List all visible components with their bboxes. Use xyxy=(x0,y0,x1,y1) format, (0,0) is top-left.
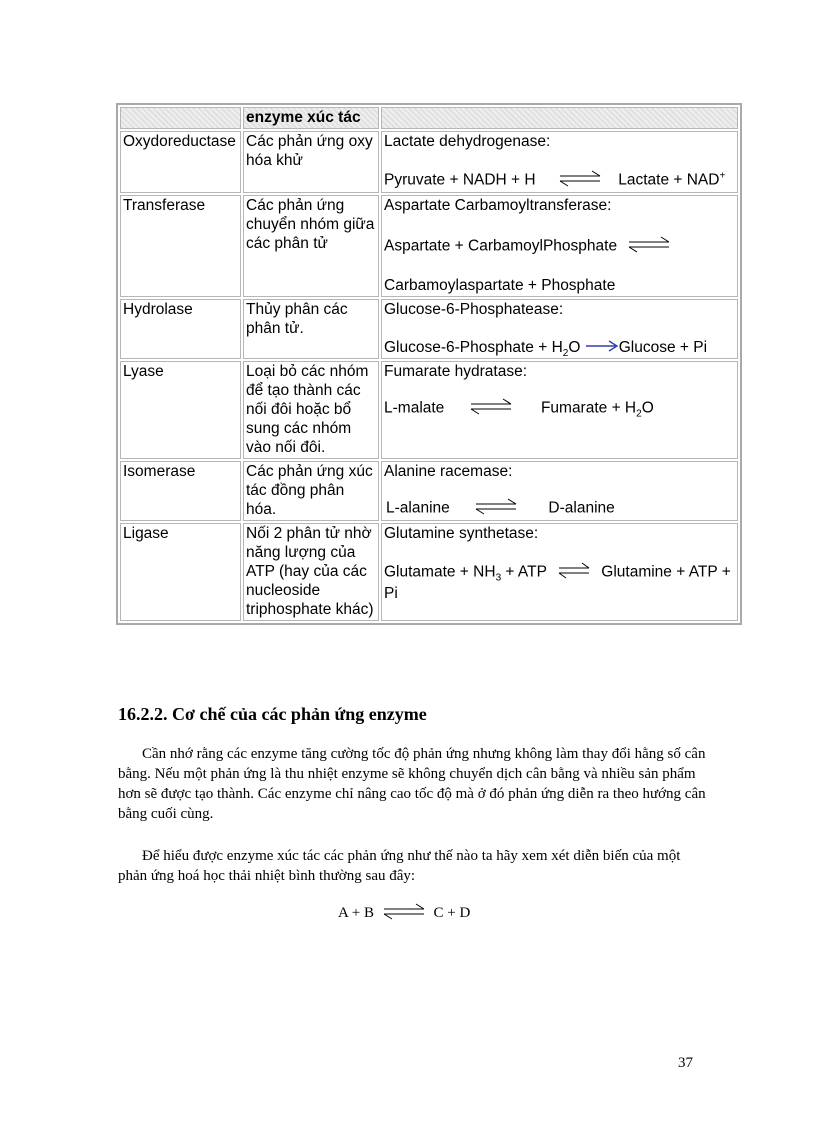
reaction-right: C + D xyxy=(433,904,471,921)
example-cell xyxy=(381,195,738,297)
reaction-equation xyxy=(338,902,470,925)
paragraph-2-text: Để hiểu được enzyme xúc tác các phản ứng như thế nào ta hãy xem xét diễn biến của một phản ứng hoá học thải nhiệt bình thường sau đây: xyxy=(118,848,681,884)
equation-left: L-malate xyxy=(384,399,445,417)
table-row xyxy=(120,299,738,359)
equilibrium-arrow-icon xyxy=(469,397,513,420)
forward-arrow-icon xyxy=(585,338,619,357)
class-cell: Isomerase xyxy=(120,461,241,521)
equilibrium-arrow-icon xyxy=(474,497,518,520)
table-row xyxy=(120,361,738,459)
class-cell: Ligase xyxy=(120,523,241,621)
header-cell-desc: enzyme xúc tác xyxy=(243,107,379,129)
paragraph-1-text: Cần nhớ rằng các enzyme tăng cường tốc độ phản ứng nhưng không làm thay đổi hằng số cân bằng. Nếu một phản ứng là thu nhiệt enzyme sẽ không chuyển dịch cân bằng và nhiều sản phẩm hơn sẽ được tạo thành. Các enzyme chỉ nâng cao tốc độ mà ở đó phản ứng diễn ra theo hướng cân bằng cuối cùng. xyxy=(118,746,706,822)
equilibrium-arrow-icon xyxy=(627,235,671,258)
equation-right: Glutamine + ATP + Pi xyxy=(384,563,731,602)
desc-cell: Các phản ứng chuyển nhóm giữa các phân tử xyxy=(243,195,379,297)
equation xyxy=(384,338,735,360)
class-cell: Lyase xyxy=(120,361,241,459)
enzyme-name: Fumarate hydratase: xyxy=(384,363,528,380)
header-cell-class xyxy=(120,107,241,129)
example-cell xyxy=(381,523,738,621)
desc-cell: Các phản ứng oxy hóa khử xyxy=(243,131,379,193)
equation xyxy=(384,561,735,603)
enzyme-name: Aspartate Carbamoyltransferase: xyxy=(384,197,612,214)
class-cell: Transferase xyxy=(120,195,241,297)
enzyme-name: Glucose-6-Phosphatease: xyxy=(384,301,564,318)
page-number: 37 xyxy=(678,1055,693,1071)
reaction-left: A + B xyxy=(338,904,374,921)
equation-left: Aspartate + CarbamoylPhosphate xyxy=(384,237,618,255)
equation-left-sub: 3 xyxy=(495,572,502,584)
equation-left: Pyruvate + NADH + H xyxy=(384,171,536,189)
equation-left: Glutamate + NH xyxy=(384,563,496,581)
equation-left: L-alanine xyxy=(386,499,450,517)
equation-right: Glucose + Pi xyxy=(618,339,708,356)
table-row xyxy=(120,523,738,621)
desc-cell: Loại bỏ các nhóm để tạo thành các nối đôi hoặc bổ sung các nhóm vào nối đôi. xyxy=(243,361,379,459)
equation-left-tail: + ATP xyxy=(501,563,547,581)
table-row xyxy=(120,131,738,193)
enzyme-class-table xyxy=(116,103,742,625)
equilibrium-arrow-icon xyxy=(557,561,591,584)
desc-cell: Nối 2 phân tử nhờ năng lượng của ATP (hay của các nucleoside triphosphate khác) xyxy=(243,523,379,621)
table-row xyxy=(120,195,738,297)
equilibrium-arrow-icon xyxy=(558,169,602,192)
class-cell: Oxydoreductase xyxy=(120,131,241,193)
equation xyxy=(384,169,735,192)
equation-right-sub: 2 xyxy=(636,408,642,420)
equation-left-sub: 2 xyxy=(562,348,569,360)
example-cell xyxy=(381,361,738,459)
example-cell xyxy=(381,131,738,193)
desc-cell: Các phản ứng xúc tác đồng phân hóa. xyxy=(243,461,379,521)
desc-cell: Thủy phân các phân tử. xyxy=(243,299,379,359)
equation-right: Carbamoylaspartate + Phosphate xyxy=(384,277,616,294)
equation-right: Lactate + NAD xyxy=(618,171,720,189)
enzyme-name: Alanine racemase: xyxy=(384,463,513,480)
equation-right: D-alanine xyxy=(548,499,615,517)
equation-right-sup: + xyxy=(719,170,726,182)
equation xyxy=(384,235,735,258)
equation-right: Fumarate + H xyxy=(540,399,637,417)
equilibrium-arrow-icon xyxy=(382,902,426,925)
paragraph-1 xyxy=(118,744,708,824)
table-header-row xyxy=(120,107,738,129)
example-cell xyxy=(381,461,738,521)
equation xyxy=(384,497,735,520)
equation xyxy=(384,397,735,420)
table-row xyxy=(120,461,738,521)
enzyme-name: Lactate dehydrogenase: xyxy=(384,133,551,150)
paragraph-2 xyxy=(118,846,708,886)
enzyme-name: Glutamine synthetase: xyxy=(384,525,539,542)
example-cell xyxy=(381,299,738,359)
equation-left-tail: O xyxy=(568,339,581,356)
header-cell-example xyxy=(381,107,738,129)
class-cell: Hydrolase xyxy=(120,299,241,359)
equation-left: Glucose-6-Phosphate + H xyxy=(384,339,563,356)
equation-right-tail: O xyxy=(641,399,654,417)
section-heading: 16.2.2. Cơ chế của các phản ứng enzyme xyxy=(118,704,427,724)
